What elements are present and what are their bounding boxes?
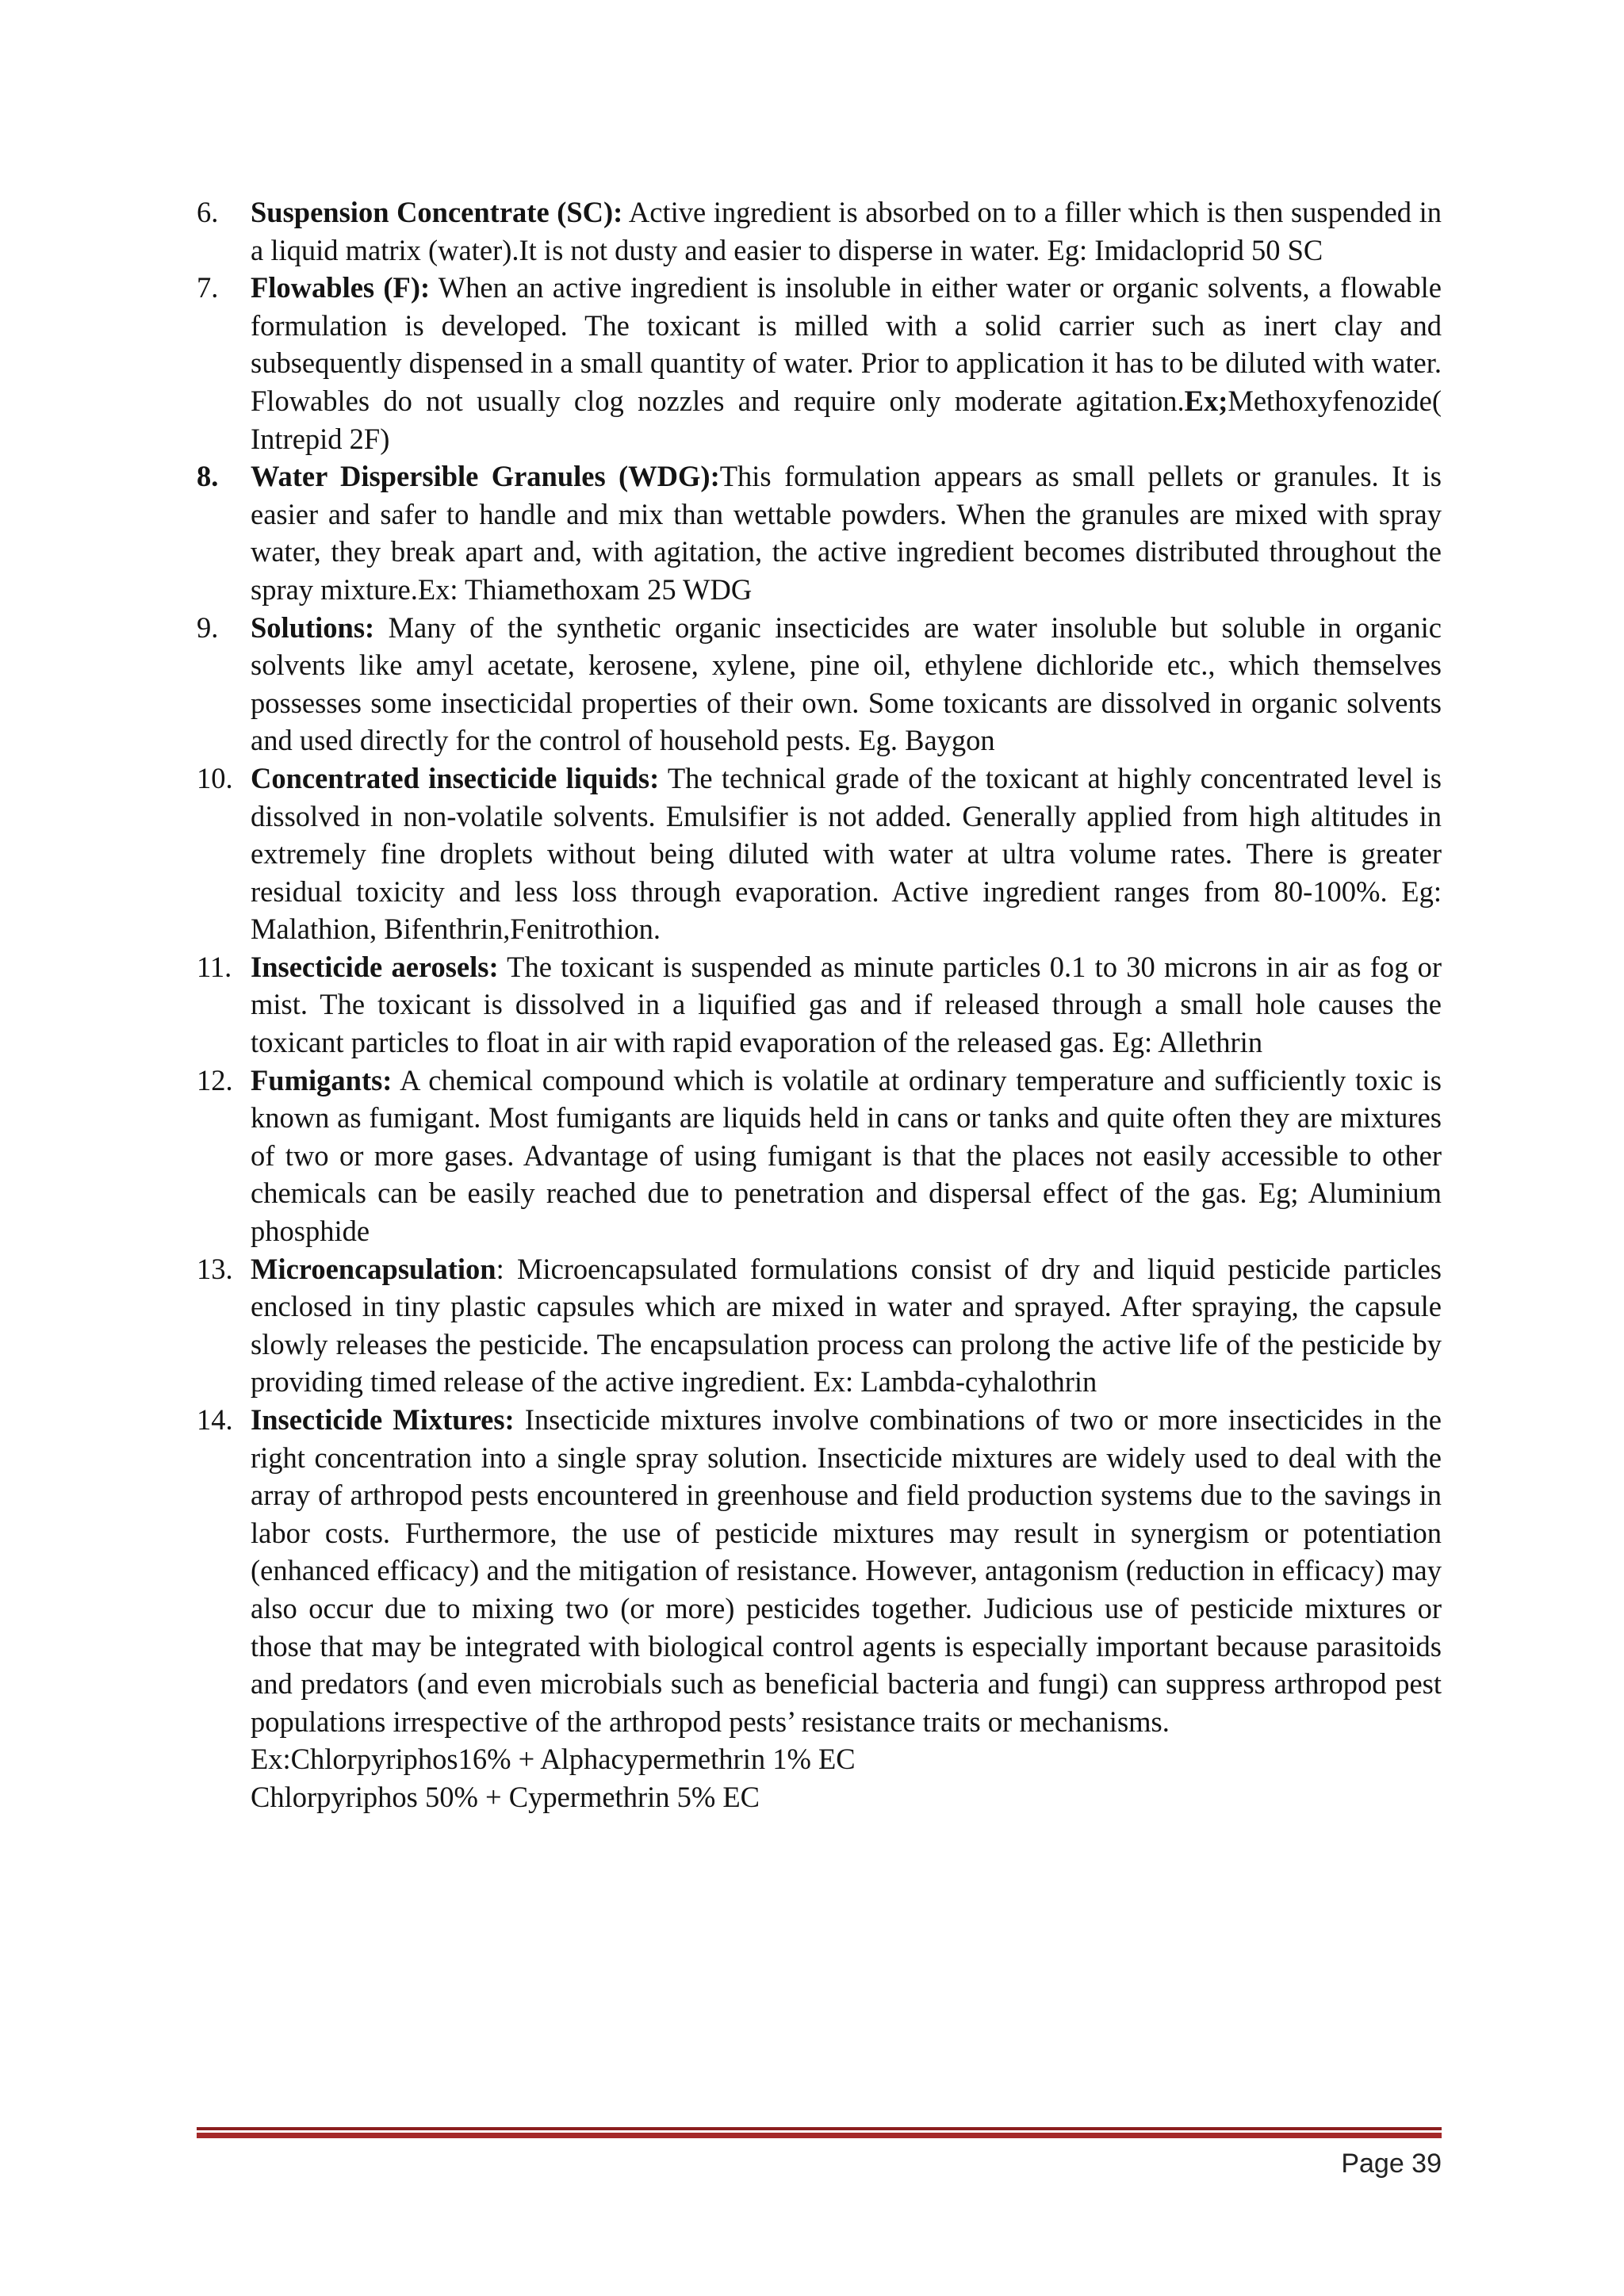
item-number: 10. [197, 761, 233, 794]
list-item-12 [197, 1062, 1442, 1250]
list-item-14 [197, 1401, 1442, 1816]
item-number: 6. [197, 196, 219, 228]
example-line: Ex:Chlorpyriphos16% + Alphacypermethrin 1% EC [251, 1743, 856, 1776]
item-heading: Insecticide Mixtures: [251, 1403, 515, 1436]
item-number: 12. [197, 1063, 233, 1096]
item-heading: Fumigants: [251, 1063, 393, 1096]
example-text: Methoxyfenozide( Intrepid 2F) [251, 384, 1442, 455]
item-body: : Microencapsulated formulations consist of dry and liquid pesticide particles enclosed in tiny plastic capsules which are mixed in water and sprayed. After spraying, the capsule slowly releases the pesticide. The encapsulation process can prolong the active life of the pesticide by providing timed release of the active ingredient. Ex: Lambda-cyhalothrin [251, 1252, 1442, 1399]
item-number: 13. [197, 1252, 233, 1285]
item-number: 9. [197, 610, 219, 644]
item-body: A chemical compound which is volatile at ordinary temperature and sufficiently toxic is known as fumigant. Most fumigants are liquids held in cans or tanks and quite often they are mixtures of two or more gases. Advantage of using fumigant is that the places not easily accessible to other chemicals can be easily reached due to penetration and dispersal effect of the gas. Eg; Aluminium phosphide [251, 1063, 1442, 1248]
item-heading: Water Dispersible Granules (WDG): [251, 460, 720, 493]
list-item-6 [197, 193, 1442, 269]
item-body: The technical grade of the toxicant at highly concentrated level is dissolved in non-volatile solvents. Emulsifier is not added. Generally applied from high altitudes in extremely fine droplets without being diluted with water at ultra volume rates. There is greater residual toxicity and less loss through evaporation. Active ingredient ranges from 80-100%. Eg: Malathion, Bifenthrin,Fenitrothion. [251, 761, 1442, 946]
item-heading: Concentrated insecticide liquids: [251, 761, 660, 794]
list-item-13 [197, 1250, 1442, 1401]
footer-rule [197, 2127, 1442, 2130]
item-heading: Solutions: [251, 610, 375, 644]
list-item-11 [197, 948, 1442, 1062]
item-number: 7. [197, 271, 219, 304]
formulation-list [197, 193, 1442, 1816]
list-item-8 [197, 457, 1442, 608]
example-line: Chlorpyriphos 50% + Cypermethrin 5% EC [251, 1780, 760, 1813]
item-heading: Microencapsulation [251, 1252, 496, 1285]
item-body: Many of the synthetic organic insecticides are water insoluble but soluble in organic solvents like amyl acetate, kerosene, xylene, pine oil, ethylene dichloride etc., which themselves possesses some insecticidal properties of their own. Some toxicants are dissolved in organic solvents and used directly for the control of household pests. Eg. Baygon [251, 610, 1442, 757]
item-body: The toxicant is suspended as minute particles 0.1 to 30 microns in air as fog or mist. The toxicant is dissolved in a liquified gas and if released through a small hole causes the toxicant particles to float in air with rapid evaporation of the released gas. Eg: Allethrin [251, 950, 1442, 1059]
footer-rule-thick [197, 2133, 1442, 2138]
item-number: 14. [197, 1403, 233, 1436]
item-heading: Insecticide aerosels: [251, 950, 499, 983]
list-item-9 [197, 609, 1442, 760]
list-item-10 [197, 760, 1442, 948]
item-body: Insecticide mixtures involve combinations of two or more insecticides in the right concentration into a single spray solution. Insecticide mixtures are widely used to deal with the array of arthropod pests encountered in greenhouse and field production systems due to the savings in labor costs. Furthermore, the use of pesticide mixtures may result in synergism or potentiation (enhanced efficacy) and the mitigation of resistance. However, antagonism (reduction in efficacy) may also occur due to mixing two (or more) pesticides together. Judicious use of pesticide mixtures or those that may be integrated with biological control agents is especially important because parasitoids and predators (and even microbials such as beneficial bacteria and fungi) can suppress arthropod pest populations irrespective of the arthropod pests’ resistance traits or mechanisms. [251, 1403, 1442, 1738]
example-label: Ex; [1184, 384, 1228, 417]
page-number: Page 39 [1341, 2149, 1442, 2179]
item-number: 11. [197, 950, 232, 983]
item-heading: Suspension Concentrate (SC): [251, 196, 623, 228]
item-number: 8. [197, 460, 219, 493]
item-heading: Flowables (F): [251, 271, 431, 304]
list-item-7 [197, 269, 1442, 457]
item-body: This formulation appears as small pellets or granules. It is easier and safer to handle and mix than wettable powders. When the granules are mixed with spray water, they break apart and, with agitation, the active ingredient becomes distributed throughout the spray mixture.Ex: Thiamethoxam 25 WDG [251, 460, 1442, 606]
item-body: Active ingredient is absorbed on to a filler which is then suspended in a liquid matrix (water).It is not dusty and easier to disperse in water. Eg: Imidacloprid 50 SC [251, 196, 1442, 266]
item-body: When an active ingredient is insoluble in either water or organic solvents, a flowable formulation is developed. The toxicant is milled with a solid carrier such as inert clay and subsequently dispensed in a small quantity of water. Prior to application it has to be diluted with water. Flowables do not usually clog nozzles and require only moderate agitation. [251, 271, 1442, 417]
